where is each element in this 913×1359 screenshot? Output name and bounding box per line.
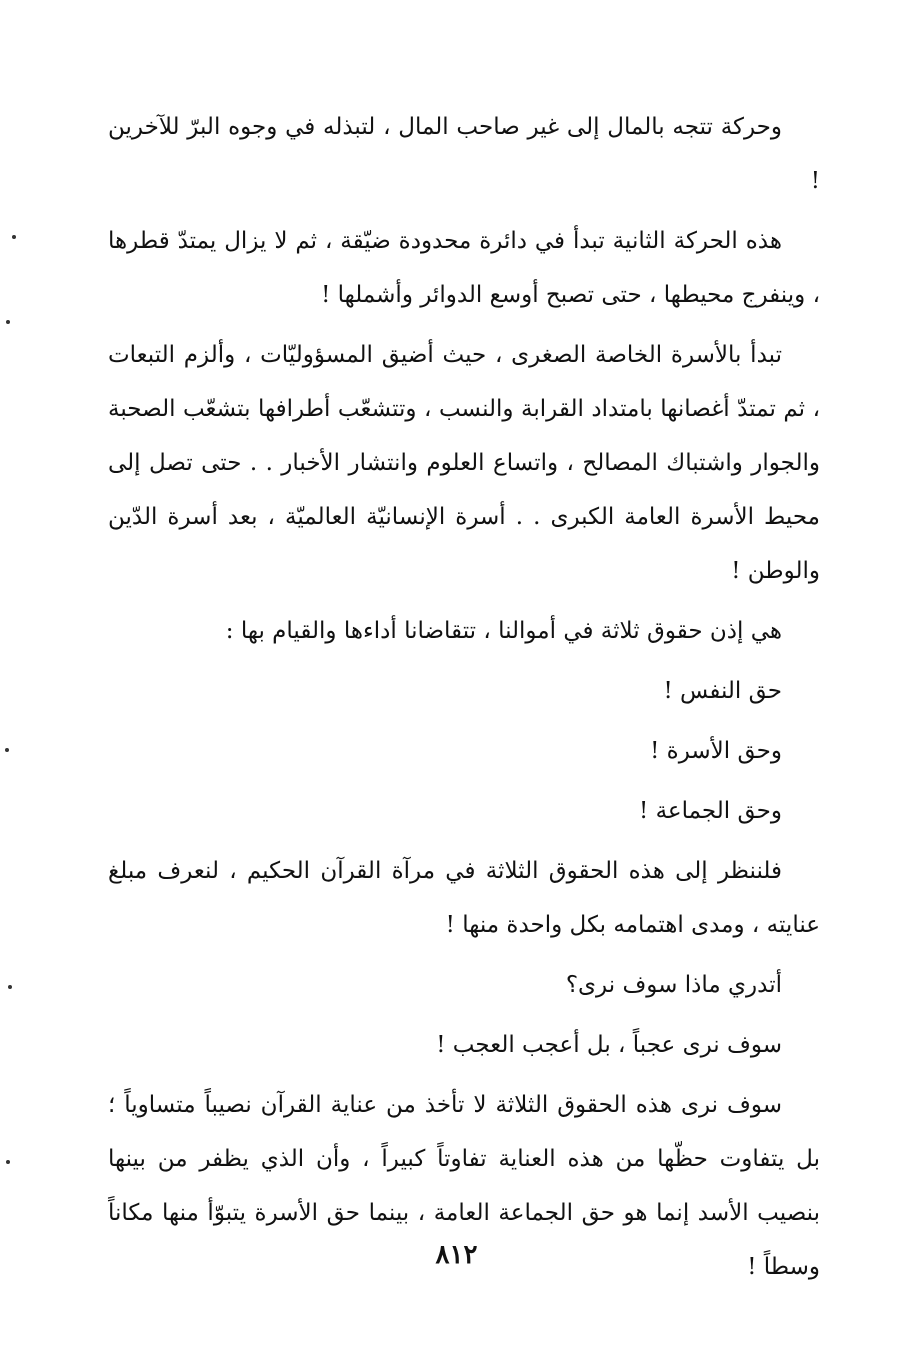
- paragraph-6: وحق الأسرة !: [650, 738, 782, 764]
- paragraph-11: سوف نرى هذه الحقوق الثلاثة لا تأخذ من عناية القرآن نصيباً متساوياً ؛ بل يتفاوت حظّها من هذه العناية تفاوتاً كبيراً ، وأن الذي يظفر من بينها بنصيب الأسد إنما هو حق الجماعة العامة ، بينما حق الأسرة يتبوّأ منها مكاناً وسطاً !: [108, 1092, 820, 1280]
- paragraph-9: أتدري ماذا سوف نرى؟: [565, 972, 782, 998]
- page-number: ٨١٢: [435, 1240, 478, 1270]
- paragraph-7: وحق الجماعة !: [639, 798, 782, 824]
- paragraph-8: فلننظر إلى هذه الحقوق الثلاثة في مرآة القرآن الحكيم ، لنعرف مبلغ عنايته ، ومدى اهتمامه بكل واحدة منها !: [108, 858, 820, 938]
- paragraph-10: سوف نرى عجباً ، بل أعجب العجب !: [436, 1032, 782, 1058]
- margin-speck: [5, 748, 9, 752]
- paragraph-1: وحركة تتجه بالمال إلى غير صاحب المال ، لتبذله في وجوه البرّ للآخرين !: [108, 114, 820, 194]
- margin-speck: [8, 985, 12, 989]
- body-text: [108, 100, 820, 1300]
- paragraph-3: تبدأ بالأسرة الخاصة الصغرى ، حيث أضيق المسؤوليّات ، وألزم التبعات ، ثم تمتدّ أغصانها بامتداد القرابة والنسب ، وتتشعّب أطرافها بتشعّب الصحبة والجوار واشتباك المصالح ، واتساع العلوم وانتشار الأخبار . . حتى تصل إلى محيط الأسرة العامة الكبرى . . أسرة الإنسانيّة العالميّة ، بعد أسرة الدّين والوطن !: [108, 342, 820, 584]
- margin-speck: [6, 320, 10, 324]
- paragraph-2: هذه الحركة الثانية تبدأ في دائرة محدودة ضيّقة ، ثم لا يزال يمتدّ قطرها ، وينفرج محيطها ، حتى تصبح أوسع الدوائر وأشملها !: [108, 228, 820, 308]
- paragraph-5: حق النفس !: [663, 678, 782, 704]
- paragraph-4: هي إذن حقوق ثلاثة في أموالنا ، تتقاضانا أداءها والقيام بها :: [225, 618, 782, 644]
- margin-speck: [6, 1160, 10, 1164]
- margin-speck: [12, 235, 16, 239]
